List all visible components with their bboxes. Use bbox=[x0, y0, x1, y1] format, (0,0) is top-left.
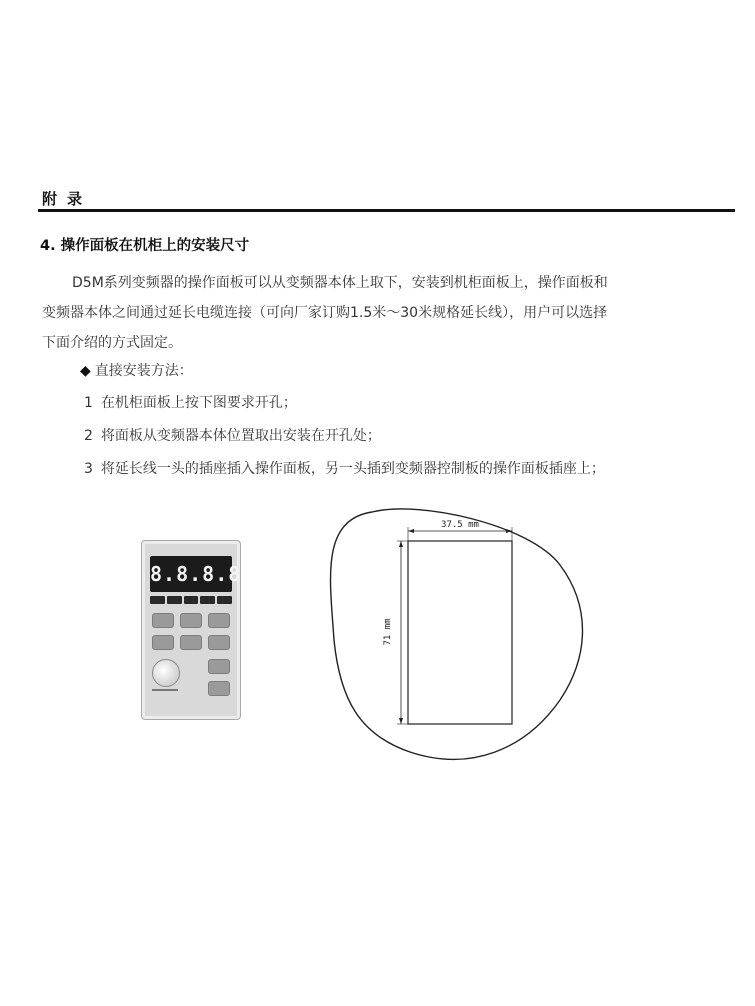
section-title: 4. 操作面板在机柜上的安装尺寸 bbox=[40, 238, 250, 254]
width-label: 37.5 mm bbox=[441, 520, 479, 530]
paragraph-line-2: 变频器本体之间通过延长电缆连接（可向厂家订购1.5米～30米规格延长线），用户可以选择 bbox=[42, 305, 608, 321]
method-heading-text: 直接安装方法： bbox=[94, 363, 193, 379]
header-title: 附录 bbox=[42, 190, 93, 208]
cutout-rect bbox=[408, 541, 512, 724]
arrow-icon bbox=[408, 529, 414, 533]
arrow-icon bbox=[399, 541, 403, 547]
height-label: 71 mm bbox=[383, 618, 393, 646]
diamond-bullet-icon: ◆ bbox=[80, 363, 91, 379]
step-text: 将面板从变频器本体位置取出安装在开孔处； bbox=[100, 428, 381, 444]
step-text: 在机柜面板上按下图要求开孔； bbox=[100, 395, 297, 411]
led-display: 8.8.8.8 bbox=[150, 556, 232, 592]
step-number: 3 bbox=[84, 461, 93, 477]
paragraph-line-1: D5M系列变频器的操作面板可以从变频器本体上取下，安装到机柜面板上，操作面板和 bbox=[72, 275, 608, 291]
cabinet-outline bbox=[331, 509, 583, 759]
step-text: 将延长线一头的插座插入操作面板，另一头插到变频器控制板的操作面板插座上； bbox=[100, 461, 605, 477]
arrow-icon bbox=[399, 718, 403, 724]
step-number: 1 bbox=[84, 395, 93, 411]
paragraph-line-3: 下面介绍的方式固定。 bbox=[42, 335, 182, 351]
step-number: 2 bbox=[84, 428, 93, 444]
